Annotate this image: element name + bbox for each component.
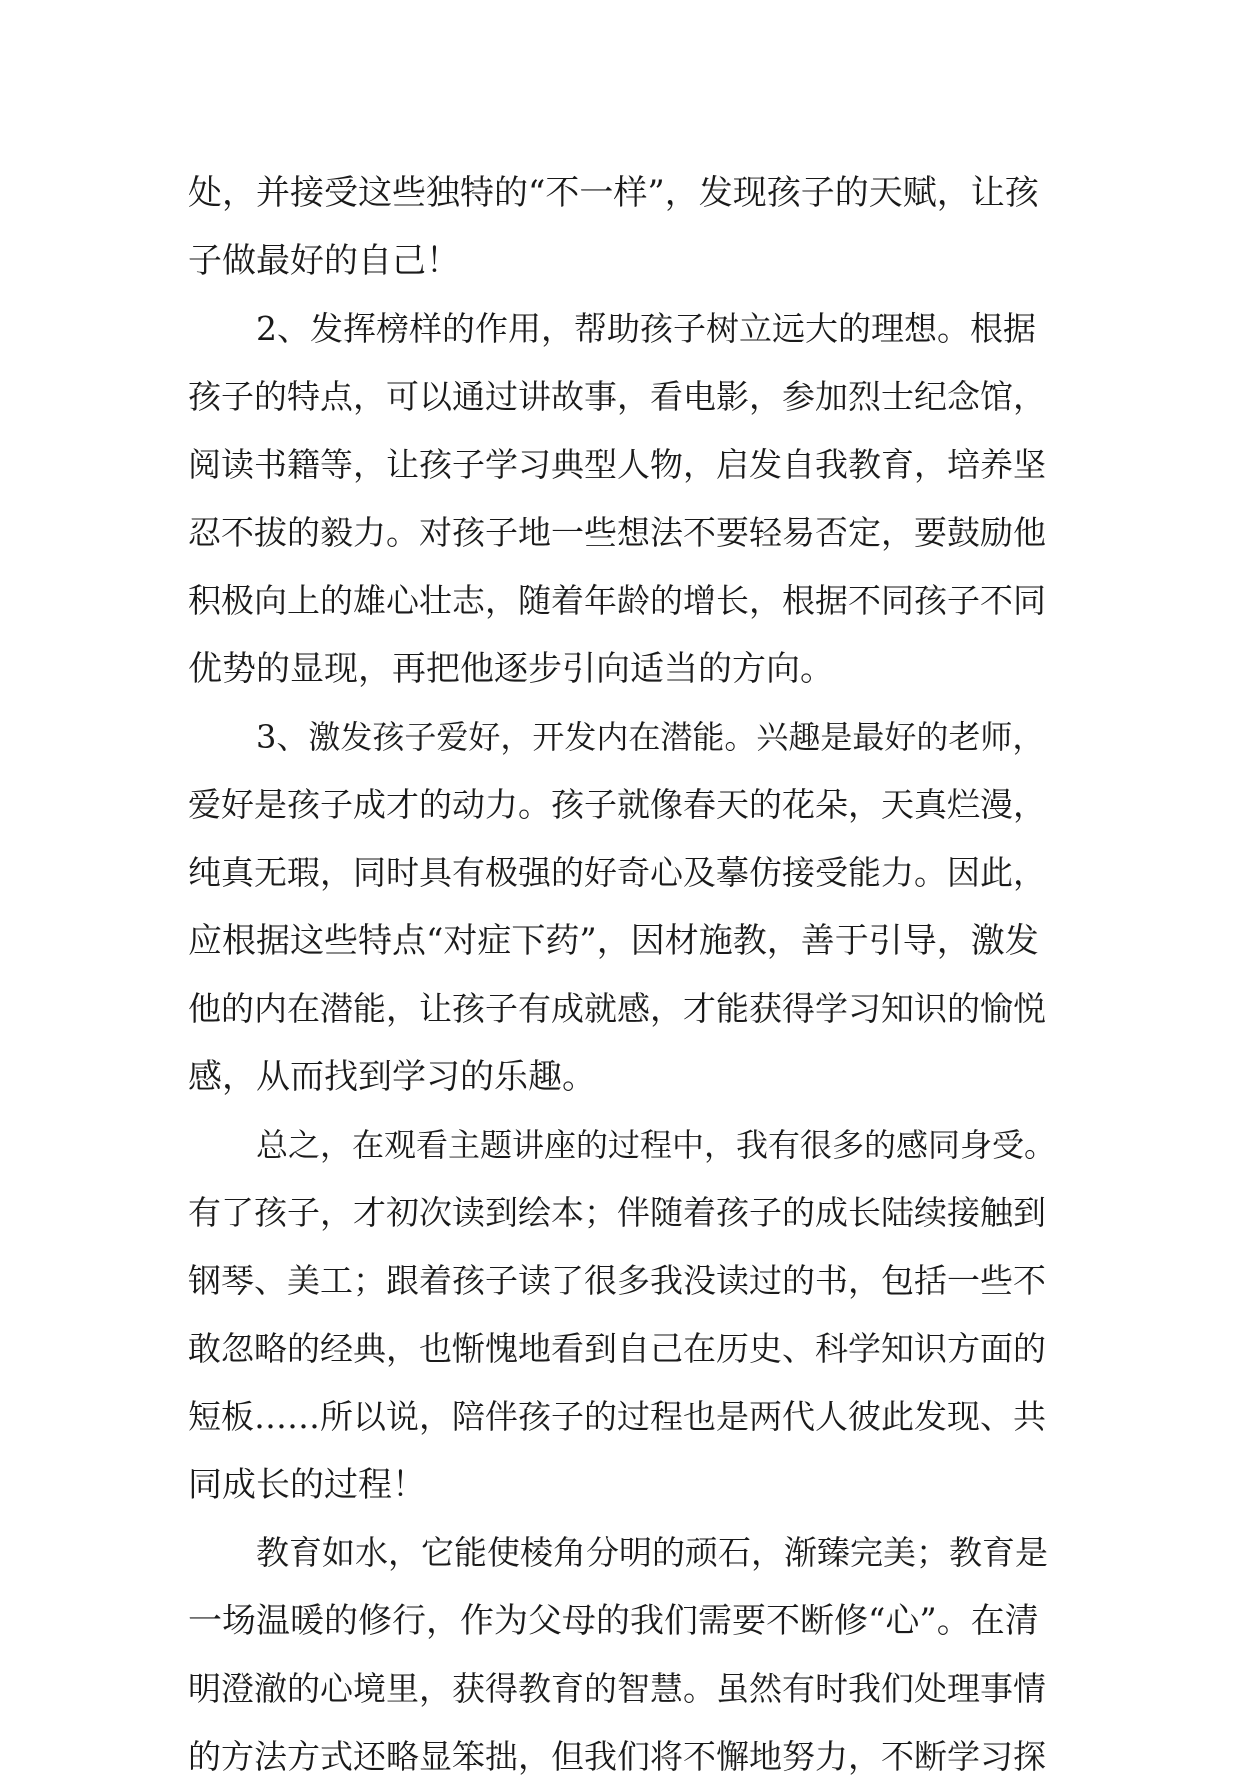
text-line: 感，从而找到学习的乐趣。 bbox=[188, 1057, 596, 1097]
text-line: 优势的显现，再把他逐步引向适当的方向。 bbox=[188, 649, 834, 689]
text-line: 有了孩子，才初次读到绘本；伴随着孩子的成长陆续接触到 bbox=[188, 1193, 1046, 1232]
text-line: 短板……所以说，陪伴孩子的过程也是两代人彼此发现、共 bbox=[188, 1397, 1046, 1436]
text-line: 敢忽略的经典，也惭愧地看到自己在历史、科学知识方面的 bbox=[188, 1329, 1046, 1368]
text-line: 积极向上的雄心壮志，随着年龄的增长，根据不同孩子不同 bbox=[188, 581, 1046, 620]
text-line: 一场温暖的修行，作为父母的我们需要不断修“心”。在清 bbox=[188, 1601, 1039, 1641]
text-line: 忍不拔的毅力。对孩子地一些想法不要轻易否定，要鼓励他 bbox=[188, 513, 1046, 552]
text-line: 爱好是孩子成才的动力。孩子就像春天的花朵，天真烂漫， bbox=[188, 785, 1046, 824]
text-line: 应根据这些特点“对症下药”，因材施教，善于引导，激发 bbox=[188, 921, 1039, 961]
paragraph-start-line: 总之，在观看主题讲座的过程中，我有很多的感同身受。 bbox=[256, 1126, 1057, 1164]
text-line: 孩子的特点，可以通过讲故事，看电影，参加烈士纪念馆， bbox=[188, 377, 1046, 416]
text-line: 钢琴、美工；跟着孩子读了很多我没读过的书，包括一些不 bbox=[188, 1261, 1046, 1300]
paragraph-start-line: 2、发挥榜样的作用，帮助孩子树立远大的理想。根据 bbox=[256, 309, 1036, 348]
text-line: 处，并接受这些独特的“不一样”，发现孩子的天赋，让孩 bbox=[188, 173, 1039, 213]
paragraph-start-line: 教育如水，它能使棱角分明的顽石，渐臻完美；教育是 bbox=[256, 1533, 1048, 1572]
document-body bbox=[188, 159, 1058, 1791]
text-line: 同成长的过程！ bbox=[188, 1465, 426, 1505]
text-line: 明澄澈的心境里，获得教育的智慧。虽然有时我们处理事情 bbox=[188, 1669, 1046, 1708]
text-line: 子做最好的自己！ bbox=[188, 241, 460, 281]
text-line: 他的内在潜能，让孩子有成就感，才能获得学习知识的愉悦 bbox=[188, 989, 1046, 1028]
paragraph-start-line: 3、激发孩子爱好，开发内在潜能。兴趣是最好的老师， bbox=[256, 718, 1045, 756]
text-line: 纯真无瑕，同时具有极强的好奇心及摹仿接受能力。因此， bbox=[188, 853, 1046, 892]
text-line: 阅读书籍等，让孩子学习典型人物，启发自我教育，培养坚 bbox=[188, 445, 1046, 484]
text-line: 的方法方式还略显笨拙，但我们将不懈地努力，不断学习探 bbox=[188, 1737, 1046, 1776]
